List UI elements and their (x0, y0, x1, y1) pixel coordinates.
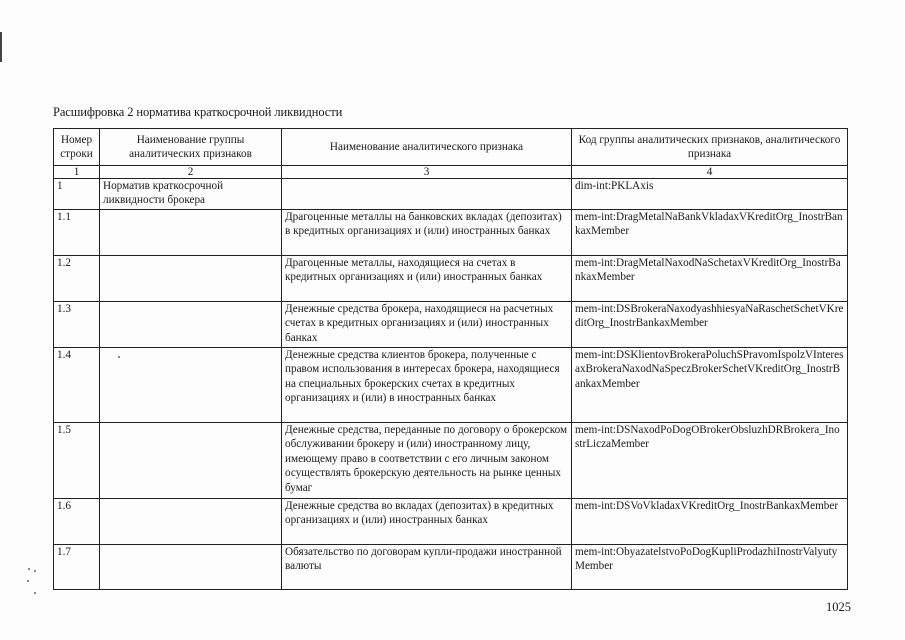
row-number: 1.3 (54, 302, 100, 348)
table-row (54, 256, 848, 302)
table-row (54, 545, 848, 590)
row-code: mem-int:DSVoVkladaxVKreditOrg_InostrBankaxMember (572, 499, 848, 545)
row-code: mem-int:DragMetalNaBankVkladaxVKreditOrg_InostrBankaxMember (572, 210, 848, 256)
row-group (100, 499, 282, 545)
liquidity-table (53, 128, 848, 590)
header-row-number: Номер строки (54, 129, 100, 166)
row-number: 1.1 (54, 210, 100, 256)
row-attribute: Денежные средства, переданные по договору о брокерском обслуживании брокеру и (или) иностранному лицу, имеющему право в соответствии с его личным законом осуществлять брокерскую деятельность на рынке ценных бумаг (282, 423, 572, 499)
table-row (54, 302, 848, 348)
row-code: mem-int:DragMetalNaxodNaSchetaxVKreditOrg_InostrBankaxMember (572, 256, 848, 302)
row-number: 1 (54, 179, 100, 210)
header-attribute-name: Наименование аналитического признака (282, 129, 572, 166)
page-number: 1025 (826, 600, 851, 614)
column-number: 2 (100, 166, 282, 179)
table-row (54, 179, 848, 210)
row-group (100, 210, 282, 256)
row-number: 1.6 (54, 499, 100, 545)
column-number: 3 (282, 166, 572, 179)
row-group (100, 256, 282, 302)
header-group-name: Наименование группы аналитических признаков (100, 129, 282, 166)
scan-speck (118, 356, 120, 358)
table-row (54, 499, 848, 545)
row-code: mem-int:DSNaxodPoDogOBrokerObsluzhDRBrokera_InostrLiczaMember (572, 423, 848, 499)
header-row (54, 129, 848, 166)
scan-edge-line (0, 32, 2, 62)
row-attribute: Драгоценные металлы на банковских вкладах (депозитах) в кредитных организациях и (или) иностранных банках (282, 210, 572, 256)
row-code: mem-int:ObyazatelstvoPoDogKupliProdazhiInostrValyutyMember (572, 545, 848, 590)
table-heading: Расшифровка 2 норматива краткосрочной ликвидности (53, 105, 343, 119)
scan-speck (34, 592, 36, 594)
scan-speck (34, 570, 36, 572)
row-attribute: Обязательство по договорам купли-продажи иностранной валюты (282, 545, 572, 590)
row-code: dim-int:PKLAxis (572, 179, 848, 210)
row-attribute: Денежные средства брокера, находящиеся на расчетных счетах в кредитных организациях и (или) иностранных банках (282, 302, 572, 348)
column-number: 4 (572, 166, 848, 179)
row-group (100, 545, 282, 590)
row-code: mem-int:DSBrokeraNaxodyashhiesyaNaRaschetSchetVKreditOrg_InostrBankaxMember (572, 302, 848, 348)
column-number-row (54, 166, 848, 179)
row-attribute (282, 179, 572, 210)
row-attribute: Денежные средства клиентов брокера, полученные с правом использования в интересах брокера, находящиеся на специальных брокерских счетах в кредитных организациях и (или) в иностранных банках (282, 348, 572, 423)
scan-speck (27, 580, 29, 582)
scan-speck (28, 568, 30, 570)
table-row (54, 423, 848, 499)
row-number: 1.2 (54, 256, 100, 302)
row-group (100, 423, 282, 499)
row-number: 1.7 (54, 545, 100, 590)
header-code: Код группы аналитических признаков, аналитического признака (572, 129, 848, 166)
row-number: 1.4 (54, 348, 100, 423)
row-group: Норматив краткосрочной ликвидности брокера (100, 179, 282, 210)
row-attribute: Денежные средства во вкладах (депозитах) в кредитных организациях и (или) иностранных банках (282, 499, 572, 545)
column-number: 1 (54, 166, 100, 179)
row-group (100, 302, 282, 348)
row-number: 1.5 (54, 423, 100, 499)
row-code: mem-int:DSKlientovBrokeraPoluchSPravomIspolzVInteresaxBrokeraNaxodNaSpeczBrokerSchetVKreditOrg_InostrBankaxMember (572, 348, 848, 423)
table-row (54, 348, 848, 423)
row-attribute: Драгоценные металлы, находящиеся на счетах в кредитных организациях и (или) иностранных банках (282, 256, 572, 302)
row-group (100, 348, 282, 423)
table-row (54, 210, 848, 256)
